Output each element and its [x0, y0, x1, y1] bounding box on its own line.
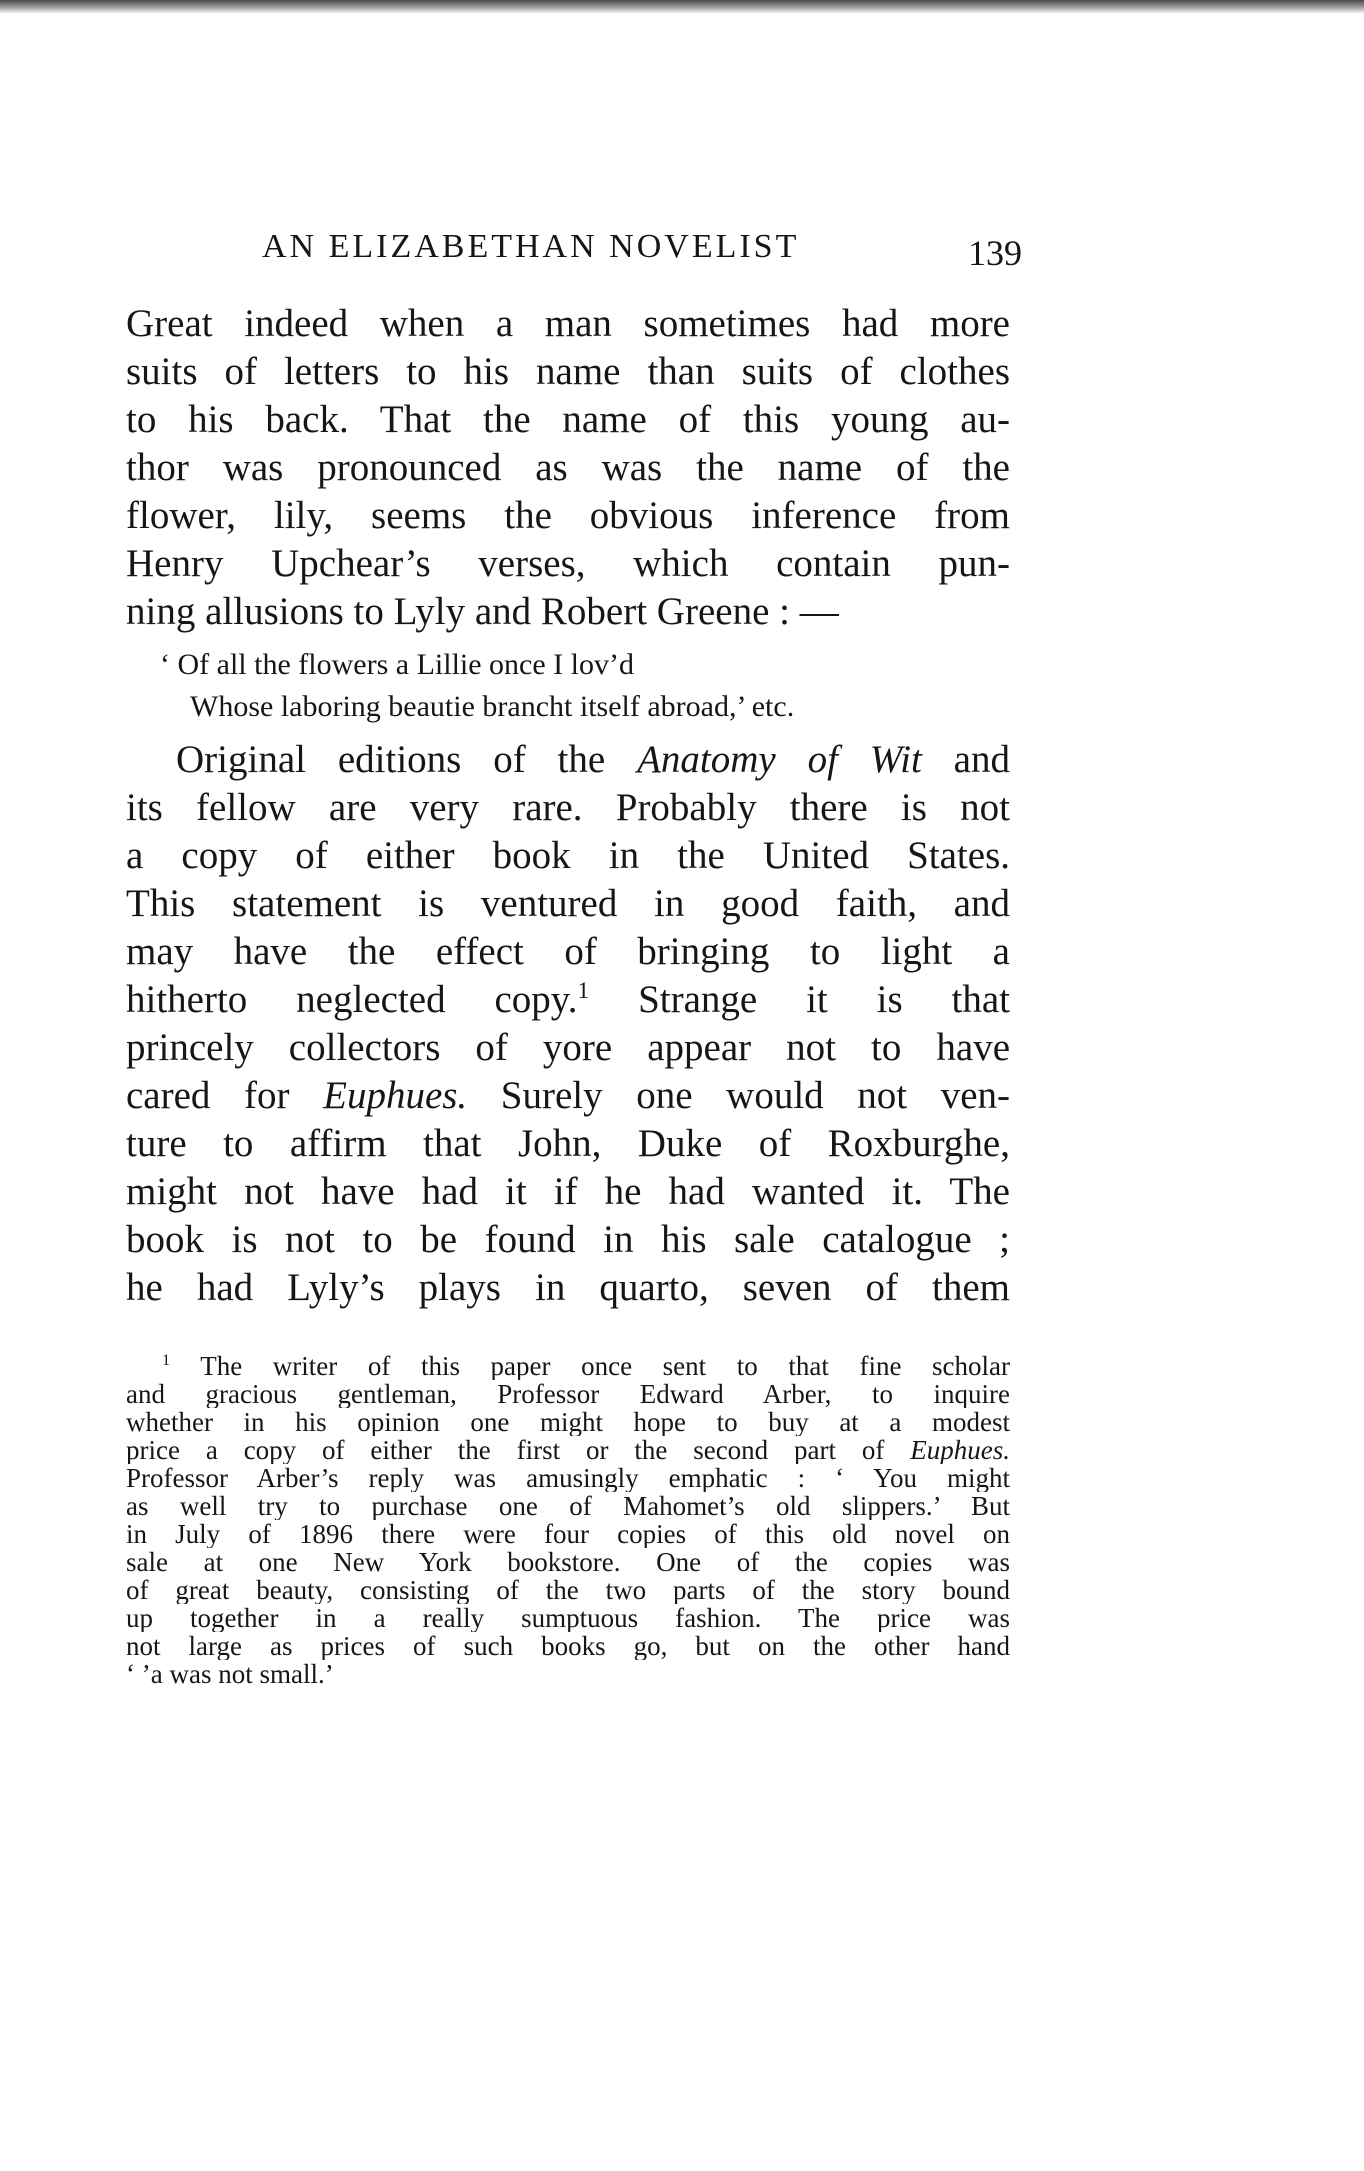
text-line: its fellow are very rare. Probably there is not [126, 786, 1010, 829]
footnote-line [126, 1352, 1010, 1380]
text-line: may have the effect of bringing to light a [126, 930, 1010, 973]
line-text: Original editions of the [176, 738, 638, 781]
footnote-line: whether in his opinion one might hope to buy at a modest [126, 1408, 1010, 1436]
text-line: a copy of either book in the United States. [126, 834, 1010, 877]
paragraph-2 [126, 736, 1010, 1312]
line-text: The writer of this paper once sent to that fine scholar [170, 1352, 1010, 1380]
paragraph-1 [126, 300, 1010, 636]
text-line: princely collectors of yore appear not to have [126, 1026, 1010, 1069]
page-top-edge [0, 0, 1364, 14]
text-line: he had Lyly’s plays in quarto, seven of them [126, 1266, 1010, 1309]
verse-quotation [160, 644, 1010, 728]
text-line [126, 736, 1010, 784]
line-text: price a copy of either the first or the second part of [126, 1436, 911, 1464]
text-line: might not have had it if he had wanted it. The [126, 1170, 1010, 1213]
running-head: AN ELIZABETHAN NOVELIST [262, 228, 800, 265]
footnote-line: of great beauty, consisting of the two parts of the story bound [126, 1576, 1010, 1604]
text-line [126, 1072, 1010, 1120]
line-text: cared for [126, 1074, 324, 1117]
page-number: 139 [968, 233, 1022, 273]
line-text: hitherto neglected copy. [126, 978, 578, 1021]
footnote-line: ‘ ’a was not small.’ [126, 1660, 334, 1688]
line-text: Strange it is that [589, 978, 1010, 1021]
footnote [126, 1352, 1010, 1688]
footnote-line: in July of 1896 there were four copies of this old novel on [126, 1520, 1010, 1548]
quote-line: Whose laboring beautie brancht itself abroad,’ etc. [190, 690, 795, 723]
footnote-line [126, 1436, 1010, 1464]
footnote-marker: 1 [162, 1352, 171, 1369]
text-line: thor was pronounced as was the name of the [126, 446, 1010, 489]
line-text: Surely one would not ven- [467, 1074, 1010, 1117]
text-line: This statement is ventured in good faith, and [126, 882, 1010, 925]
footnote-line: Professor Arber’s reply was amusingly emphatic : ‘ You might [126, 1464, 1010, 1492]
text-line: Great indeed when a man sometimes had more [126, 302, 1010, 345]
text-line: suits of letters to his name than suits of clothes [126, 350, 1010, 393]
text-line: flower, lily, seems the obvious inference from [126, 494, 1010, 537]
text-line: to his back. That the name of this young au- [126, 398, 1010, 441]
text-line: ning allusions to Lyly and Robert Greene : — [126, 590, 839, 633]
text-line [126, 976, 1010, 1024]
footnote-line: sale at one New York bookstore. One of the copies was [126, 1548, 1010, 1576]
line-text: and [921, 738, 1010, 781]
quote-line: ‘ Of all the flowers a Lillie once I lov’d [160, 648, 634, 681]
text-line: Henry Upchear’s verses, which contain pun- [126, 542, 1010, 585]
footnote-line: not large as prices of such books go, but on the other hand [126, 1632, 1010, 1660]
footnote-line: and gracious gentleman, Professor Edward Arber, to inquire [126, 1380, 1010, 1408]
text-line: book is not to be found in his sale catalogue ; [126, 1218, 1010, 1261]
book-title-euphues: Euphues. [910, 1436, 1010, 1464]
book-title-anatomy-of-wit: Anatomy of Wit [637, 738, 922, 781]
book-title-euphues: Euphues. [323, 1074, 468, 1117]
footnote-reference: 1 [577, 978, 590, 1004]
footnote-line: as well try to purchase one of Mahomet’s old slippers.’ But [126, 1492, 1010, 1520]
page-header [262, 228, 1022, 288]
text-line: ture to affirm that John, Duke of Roxburghe, [126, 1122, 1010, 1165]
footnote-line: up together in a really sumptuous fashion. The price was [126, 1604, 1010, 1632]
